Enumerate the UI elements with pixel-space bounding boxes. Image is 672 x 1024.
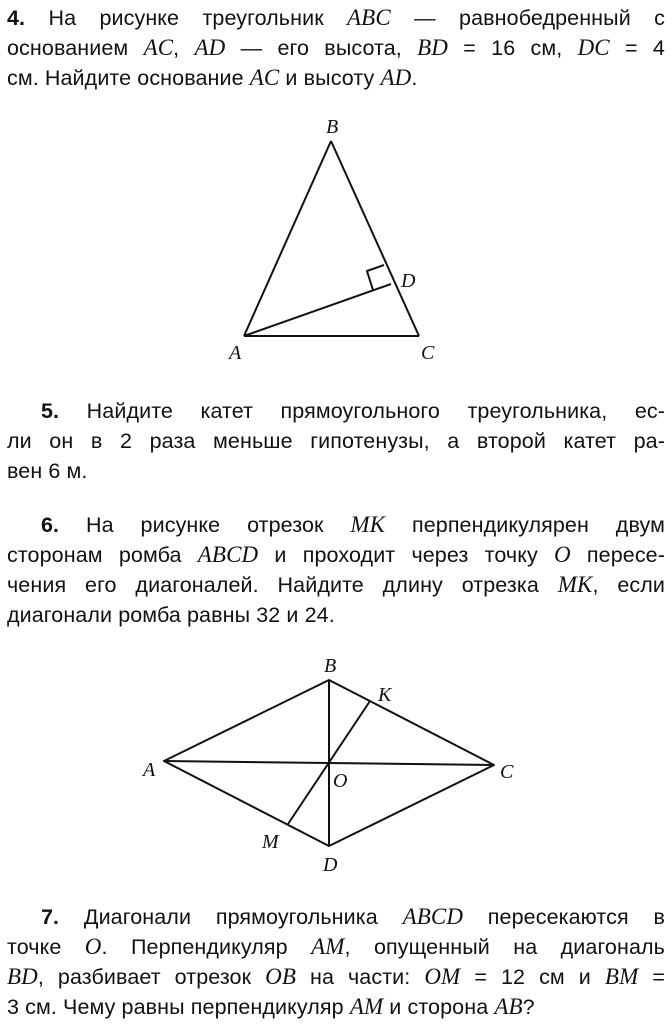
problem-7-number: 7. (41, 905, 60, 929)
label-a: A (143, 759, 156, 781)
label-b: B (326, 116, 339, 138)
problem-6-line-2: сторонам ромба ABCD и проходит через точку O пересе- (7, 542, 665, 567)
problem-5-line-2: ли он в 2 раза меньше гипотенузы, а второй катет ра- (7, 429, 665, 453)
problem-7-text (7, 902, 665, 1022)
problem-7-line-1: 7. Диагонали прямоугольника ABCD пересекаются в (41, 904, 666, 929)
problem-6-line-1: 6. На рисунке отрезок MK перпендикулярен двум (41, 512, 665, 537)
problem-6-line-3: чения его диагоналей. Найдите длину отрезка MK, если (7, 572, 666, 597)
label-k: K (378, 684, 392, 706)
label-b: B (324, 655, 337, 677)
problem-4-line-1: 4. На рисунке треугольник ABC — равнобедренный с (7, 5, 665, 30)
label-a: A (229, 342, 242, 364)
label-m: M (262, 831, 279, 853)
label-c: C (421, 342, 435, 364)
problem-5-line-1: 5. Найдите катет прямоугольного треугольника, ес- (41, 399, 665, 423)
problem-4-line-2: основанием AC, AD — его высота, BD = 16 см, DC = 4 (7, 35, 665, 60)
problem-7-line-4: 3 см. Чему равны перпендикуляр AM и сторона AB? (7, 994, 535, 1019)
label-d: D (401, 270, 416, 292)
problem-6-number: 6. (41, 513, 60, 537)
problem-4-number: 4. (7, 6, 26, 30)
problem-7-line-3: BD, разбивает отрезок OB на части: OM = 12 см и BM = (7, 964, 665, 989)
label-c: C (500, 761, 514, 783)
label-o: O (333, 770, 348, 792)
problem-5-number: 5. (41, 399, 60, 423)
problem-7-line-2: точке O. Перпендикуляр AM, опущенный на диагональ (7, 934, 665, 959)
problem-4-line-3: см. Найдите основание AC и высоту AD. (7, 65, 418, 90)
problem-5-line-3: вен 6 м. (7, 459, 88, 483)
problem-6-line-4: диагонали ромба равны 32 и 24. (7, 603, 335, 627)
label-d: D (323, 854, 338, 876)
